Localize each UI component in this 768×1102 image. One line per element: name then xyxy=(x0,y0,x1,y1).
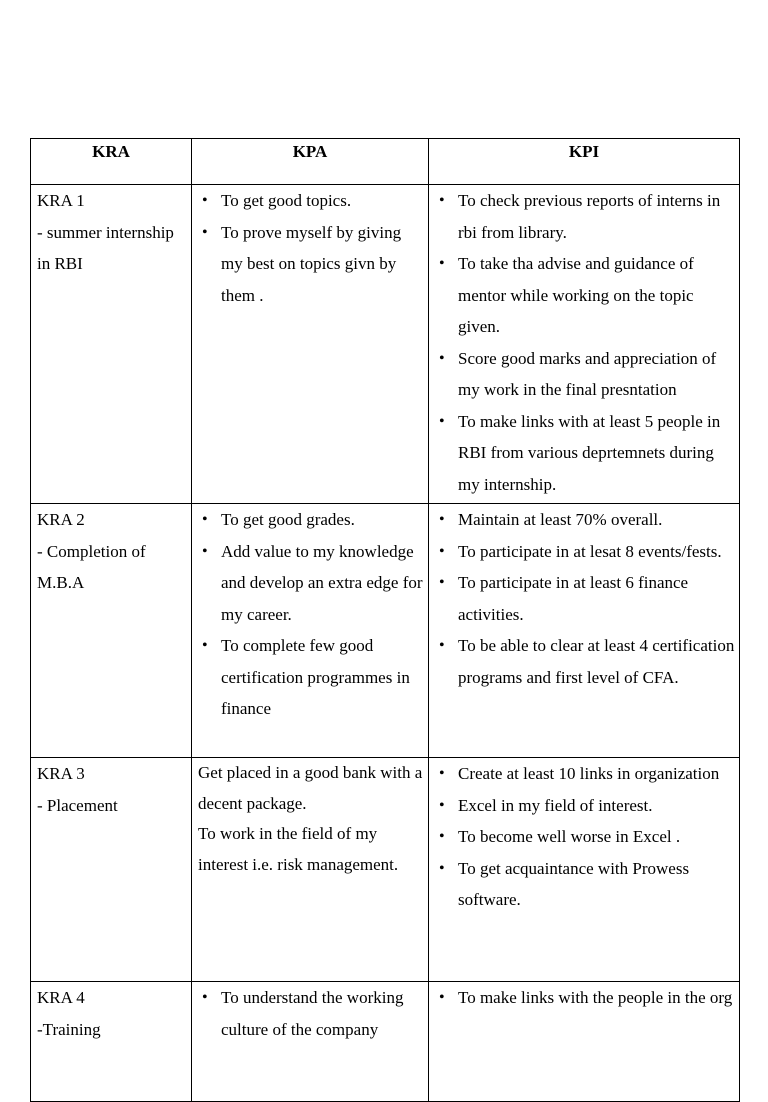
kpi-cell xyxy=(429,982,740,1102)
header-row xyxy=(31,139,740,185)
list-item: • Score good marks and appreciation of my work in the final presntation xyxy=(435,343,735,406)
kpa-text: To work in the field of my interest i.e. risk management. xyxy=(198,824,399,874)
kra-title: KRA 1 xyxy=(37,191,85,210)
list-item: • To participate in at lesat 8 events/fests. xyxy=(435,536,735,568)
header-kpi: KPI xyxy=(429,139,740,185)
list-item: • To understand the working culture of the company xyxy=(198,982,424,1045)
list-item: • To take tha advise and guidance of mentor while working on the topic given. xyxy=(435,248,735,343)
kpa-list xyxy=(198,982,424,1045)
kra-description: - Completion of M.B.A xyxy=(37,541,146,592)
kpa-cell xyxy=(192,504,429,758)
header-kpa: KPA xyxy=(192,139,429,185)
list-item: • To participate in at least 6 finance activities. xyxy=(435,567,735,630)
list-item: • Maintain at least 70% overall. xyxy=(435,504,735,536)
kra-title: KRA 2 xyxy=(37,510,85,529)
table-row xyxy=(31,758,740,982)
list-item: • To get good topics. xyxy=(198,185,424,217)
kra-cell xyxy=(31,982,192,1102)
header-kra: KRA xyxy=(31,139,192,185)
kra-description: - summer internship in RBI xyxy=(37,222,174,273)
list-item: • To check previous reports of interns in rbi from library. xyxy=(435,185,735,248)
list-item: • To prove myself by giving my best on topics givn by them . xyxy=(198,217,424,312)
list-item: • Add value to my knowledge and develop an extra edge for my career. xyxy=(198,536,424,631)
kra-cell xyxy=(31,504,192,758)
kra-title: KRA 3 xyxy=(37,764,85,783)
kra-kpa-kpi-table xyxy=(30,138,740,1102)
kra-cell xyxy=(31,758,192,982)
list-item: • To make links with the people in the org xyxy=(435,982,735,1014)
table-row xyxy=(31,504,740,758)
list-item: • To complete few good certification programmes in finance xyxy=(198,630,424,725)
kra-description: -Training xyxy=(37,1019,101,1039)
list-item: • To get acquaintance with Prowess software. xyxy=(435,853,735,916)
table-row xyxy=(31,982,740,1102)
kpa-list xyxy=(198,504,424,725)
kpi-list xyxy=(435,758,735,916)
list-item: • To become well worse in Excel . xyxy=(435,821,735,853)
kpi-list xyxy=(435,504,735,693)
list-item: • To be able to clear at least 4 certification programs and first level of CFA. xyxy=(435,630,735,693)
list-item: • Create at least 10 links in organization xyxy=(435,758,735,790)
kra-title: KRA 4 xyxy=(37,988,85,1007)
kpa-cell xyxy=(192,982,429,1102)
kpi-list xyxy=(435,982,735,1014)
list-item: • Excel in my field of interest. xyxy=(435,790,735,822)
kpa-cell xyxy=(192,185,429,504)
kpa-list xyxy=(198,185,424,311)
kpi-cell xyxy=(429,504,740,758)
list-item: • To get good grades. xyxy=(198,504,424,536)
kra-cell xyxy=(31,185,192,504)
kpi-cell xyxy=(429,185,740,504)
kpa-cell xyxy=(192,758,429,982)
kpa-text: Get placed in a good bank with a decent package. xyxy=(198,763,423,813)
table-row xyxy=(31,185,740,504)
list-item: • To make links with at least 5 people in RBI from various deprtemnets during my internship. xyxy=(435,406,735,501)
kpi-cell xyxy=(429,758,740,982)
kpi-list xyxy=(435,185,735,500)
kra-description: - Placement xyxy=(37,795,118,815)
